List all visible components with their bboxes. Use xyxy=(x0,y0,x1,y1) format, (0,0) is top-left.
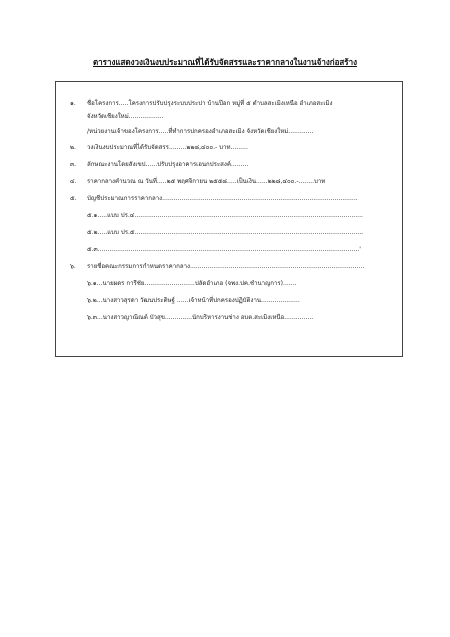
item-5-1-line xyxy=(87,212,363,220)
item-6-3-line xyxy=(87,314,313,322)
item-6-2-line xyxy=(87,297,300,305)
item-text: รายชื่อคณะกรรมการกำหนดราคากลาง.......................................................................................... xyxy=(87,263,365,270)
item-number: ๑. xyxy=(70,100,76,107)
item-number: ๔. xyxy=(70,178,77,185)
item-4-line xyxy=(70,178,325,186)
item-text: ๕.๑.....แบบ ปร.๔...................................................................................................................... xyxy=(87,212,363,219)
item-number: ๓. xyxy=(70,161,77,168)
item-text: ราคากลางคำนวณ ณ วันที่.....๒๕ พฤศจิกายน ๒๕๕๘.....เป็นเงิน......๒๒๘,๔๐๐.-........บาท xyxy=(87,178,326,185)
item-text: ชื่อโครงการ.....โครงการปรับปรุงระบบประปา บ้านป๊อก หมู่ที่ ๕ ตำบลสะเมิงเหนือ อำเภอสะเมิง xyxy=(87,100,333,107)
item-number: ๒. xyxy=(70,144,76,151)
item-text: ๕.๒.....แบบ ปร.๕...................................................................................................................... xyxy=(87,229,364,236)
item-text: ลักษณะงานโดยสังเขป......ปรับปรุงอาคารเอนกประสงค์......... xyxy=(87,161,249,168)
item-text: ๖.๑...นายผดร การีชัย..........................ปลัดอำเภอ (จพง.ปค.ชำนาญการ)....... xyxy=(87,280,297,287)
item-text: จังหวัดเชียงใหม่.................. xyxy=(87,113,164,120)
item-5-3-line xyxy=(87,246,361,254)
item-number: ๕. xyxy=(70,195,77,202)
item-1-agency xyxy=(87,128,313,136)
item-text: ๖.๒...นางสาวสุรดา วัฒนประดิษฐ์ ......เจ้าหน้าที่ปกครองปฏิบัติงาน.................... xyxy=(87,297,300,304)
item-6-1-line xyxy=(87,280,297,288)
item-2-line xyxy=(70,144,248,152)
item-5-2-line xyxy=(87,229,363,237)
item-text: ๕.๓.......................................................................................................................................' xyxy=(87,246,361,253)
item-6-line xyxy=(70,263,364,271)
item-3-line xyxy=(70,161,248,169)
item-number: ๖. xyxy=(70,263,76,270)
item-1-continued xyxy=(87,113,164,121)
item-text: /หน่วยงานเจ้าของโครงการ.....ที่ทำการปกครองอำเภอสะเมิง จังหวัดเชียงใหม่............. xyxy=(87,128,314,135)
item-5-line xyxy=(70,195,358,203)
document-title: ตารางแสดงวงเงินงบประมาณที่ได้รับจัดสรรและราคากลางในงานจ้างก่อสร้าง xyxy=(92,57,358,67)
item-1-line xyxy=(70,100,332,108)
item-text: ๖.๓...นางสาวญาณิณต์ บัวสุข..............นักบริหารงานช่าง อบต.สะเมิงเหนือ............... xyxy=(87,314,314,321)
item-text: วงเงินงบประมาณที่ได้รับจัดสรร.........๒๒๘,๔๐๐.- บาท......... xyxy=(87,144,248,151)
item-text: บัญชีประมาณการราคากลาง..................................................................................................... xyxy=(87,195,358,202)
